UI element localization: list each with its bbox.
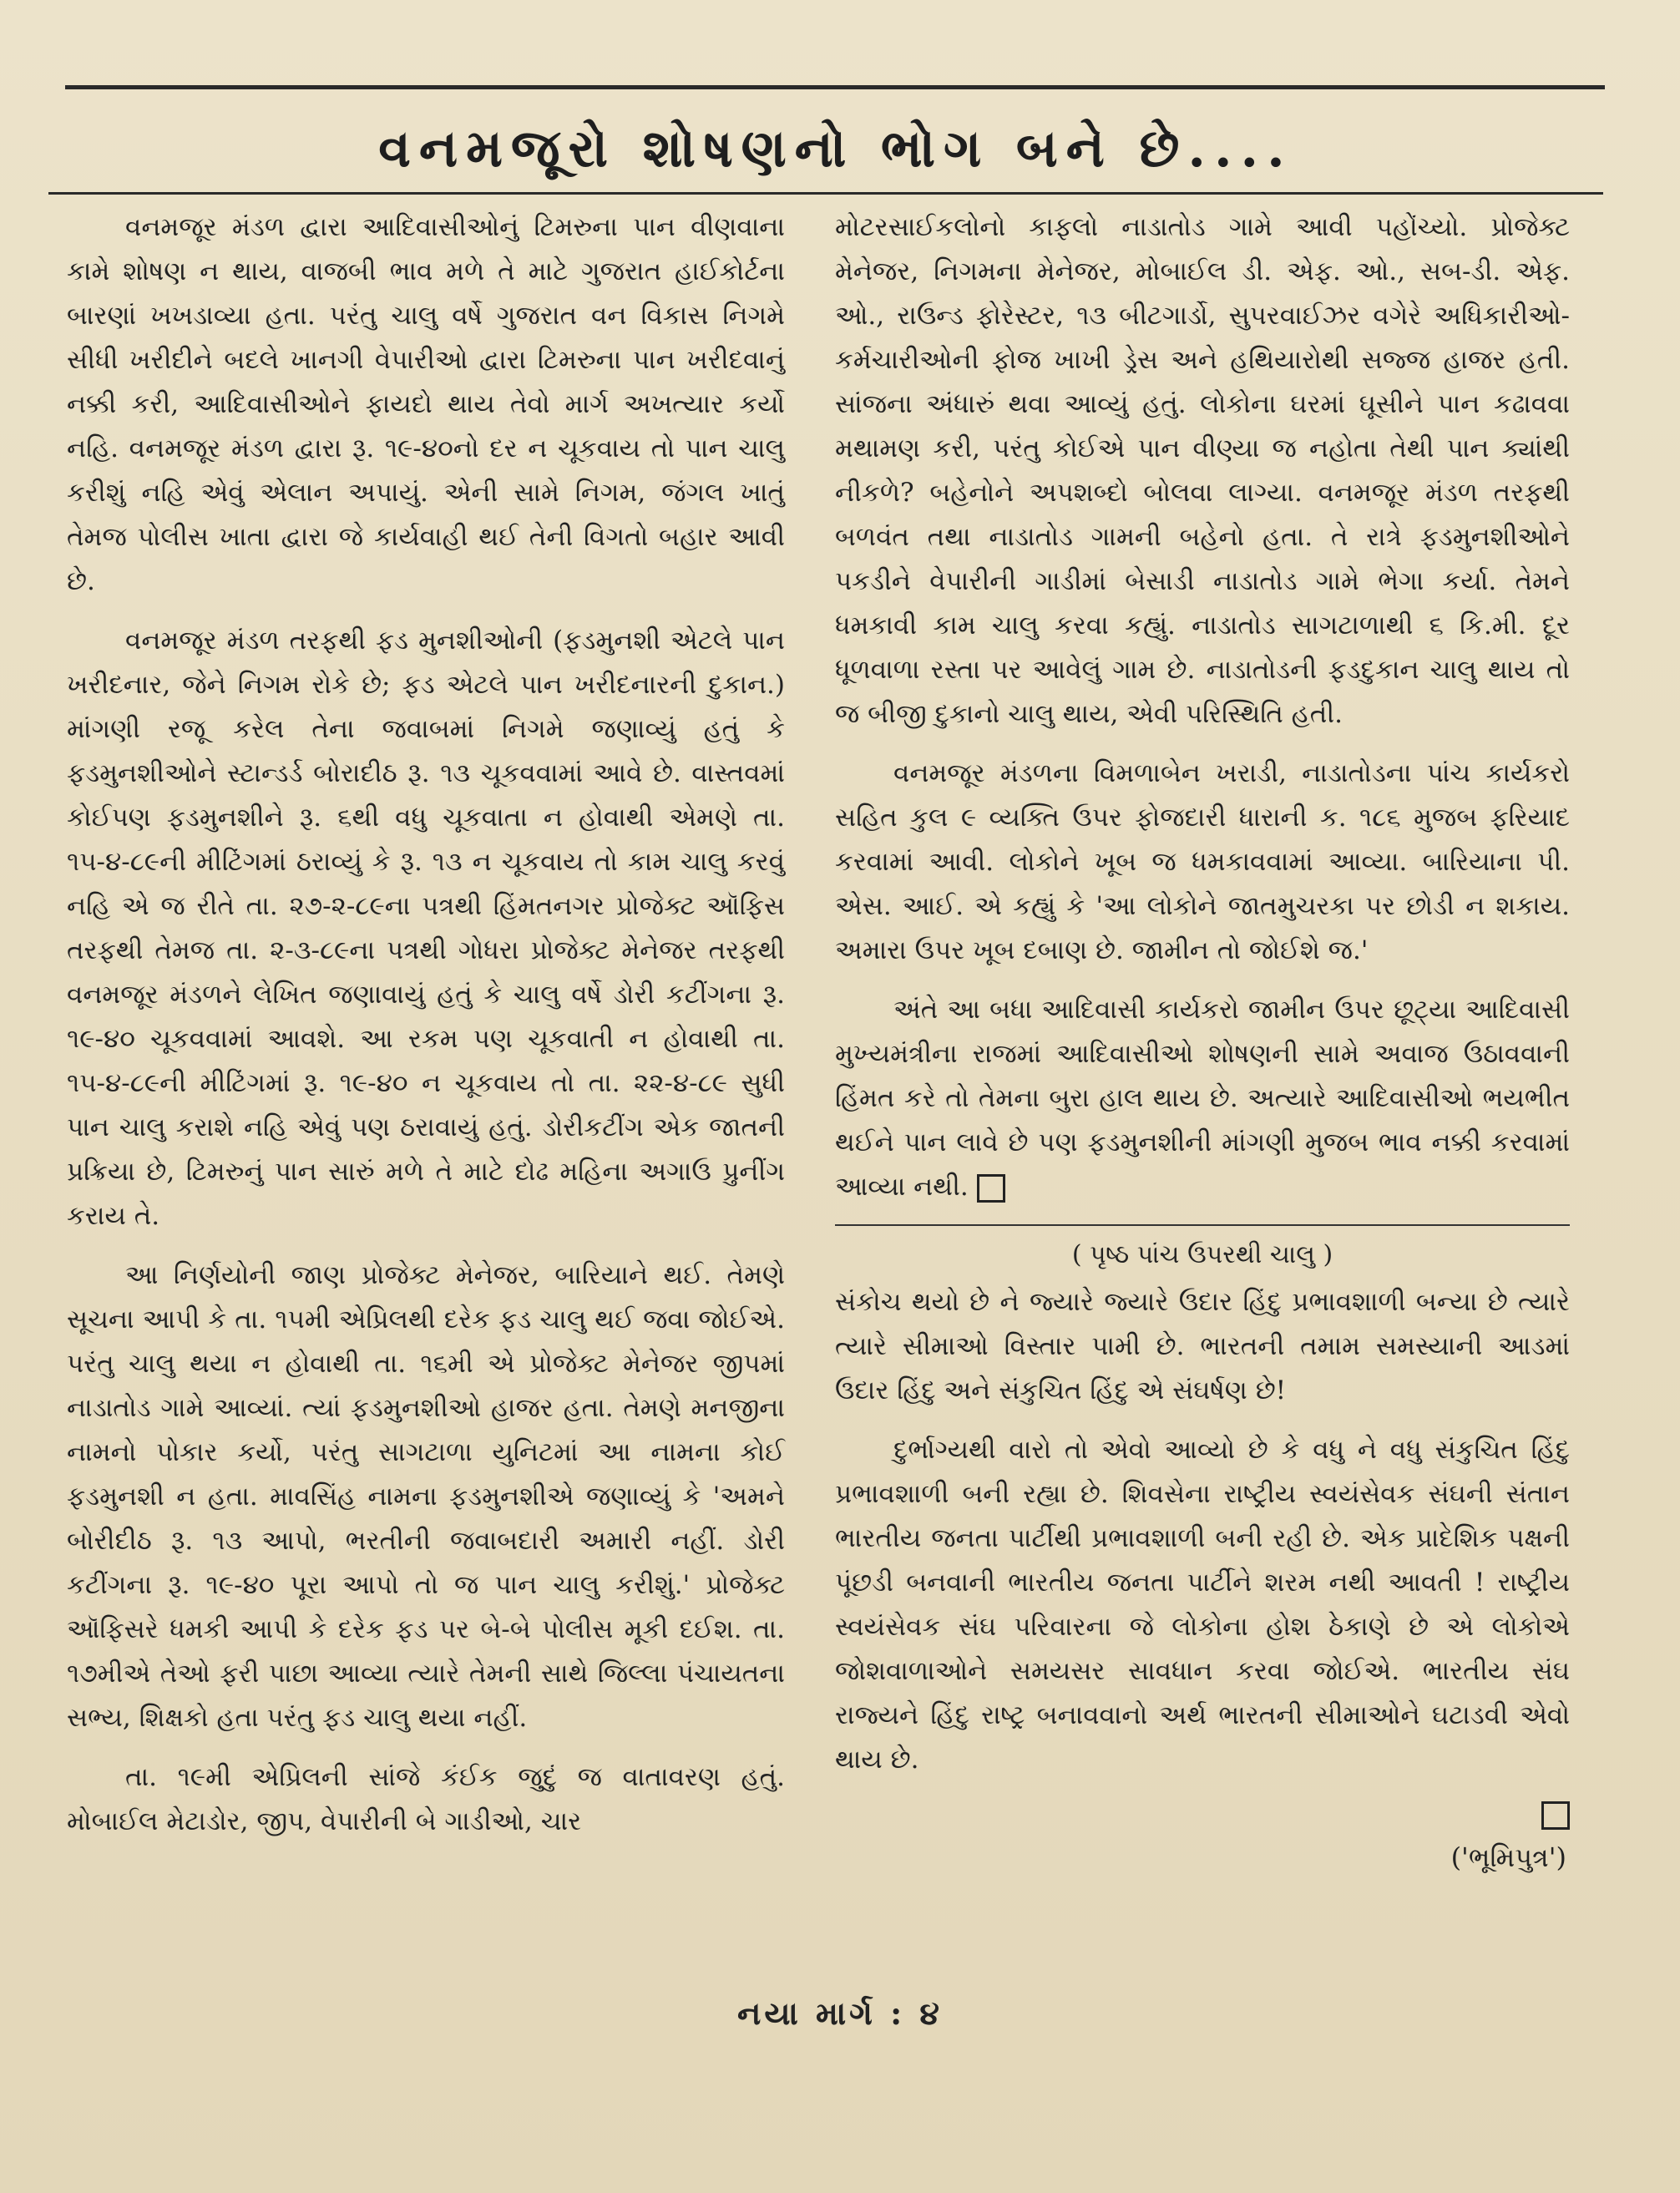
paragraph-text: અંતે આ બધા આદિવાસી કાર્યકરો જામીન ઉપર છૂટ્યા આદિવાસી મુખ્યમંત્રીના રાજમાં આદિવાસીઓ શોષણની સામે અવાજ ઉઠાવવાની હિંમત કરે તો તેમના બુરા હાલ થાય છે. અત્યારે આદિવાસીઓ ભયભીત થઈને પાન લાવે છે પણ ફડમુનશીની માંગણી મુજબ ભાવ નક્કી કરવામાં આવ્યા નથી. bbox=[835, 995, 1570, 1202]
source-credit: ('ભૂમિપુત્ર') bbox=[1450, 1841, 1566, 1873]
left-column bbox=[67, 205, 785, 1859]
paragraph: સંકોચ થયો છે ને જ્યારે જ્યારે ઉદાર હિંદુ પ્રભાવશાળી બન્યા છે ત્યારે ત્યારે સીમાઓ વિસ્તાર પામી છે. ભારતની તમામ સમસ્યાની આડમાં ઉદાર હિંદુ અને સંકુચિત હિંદુ એ સંઘર્ષણ છે! bbox=[835, 1287, 1570, 1405]
title-rule bbox=[48, 192, 1603, 195]
paragraph: વનમજૂર મંડળ દ્વારા આદિવાસીઓનું ટિમરુના પાન વીણવાના કામે શોષણ ન થાય, વાજબી ભાવ મળે તે માટે ગુજરાત હાઈકોર્ટના બારણાં ખખડાવ્યા હતા. પરંતુ ચાલુ વર્ષે ગુજરાત વન વિકાસ નિગમે સીધી ખરીદીને બદલે ખાનગી વેપારીઓ દ્વારા ટિમરુના પાન ખરીદવાનું નક્કી કરી, આદિવાસીઓને ફાયદો થાય તેવો માર્ગ અખત્યાર કર્યો નહિ. વનમજૂર મંડળ દ્વારા રૂ. ૧૯-૪૦નો દર ન ચૂકવાય તો પાન ચાલુ કરીશું નહિ એવું એલાન અપાયું. એની સામે નિગમ, જંગલ ખાતું તેમજ પોલીસ ખાતા દ્વારા જે કાર્યવાહી થઈ તેની વિગતો બહાર આવી છે. bbox=[67, 212, 785, 596]
paragraph: દુર્ભાગ્યથી વારો તો એવો આવ્યો છે કે વધુ ને વધુ સંકુચિત હિંદુ પ્રભાવશાળી બની રહ્યા છે. શિવસેના રાષ્ટ્રીય સ્વયંસેવક સંઘની સંતાન ભારતીય જનતા પાર્ટીથી પ્રભાવશાળી બની રહી છે. એક પ્રાદેશિક પક્ષની પૂંછડી બનવાની ભારતીય જનતા પાર્ટીને શરમ નથી આવતી ! રાષ્ટ્રીય સ્વયંસેવક સંઘ પરિવારના જે લોકોના હોશ ઠેકાણે છે એ લોકોએ જોશવાળાઓને સમયસર સાવધાન કરવા જોઈએ. ભારતીય સંઘ રાજ્યને હિંદુ રાષ્ટ્ર બનાવવાનો અર્થ ભારતની સીમાઓને ઘટાડવી એવો થાય છે. bbox=[835, 1435, 1570, 1775]
section-divider bbox=[835, 1224, 1570, 1226]
paragraph: વનમજૂર મંડળના વિમળાબેન ખરાડી, નાડાતોડના પાંચ કાર્યકરો સહિત કુલ ૯ વ્યક્તિ ઉપર ફોજદારી ધારાની ક. ૧૮૬ મુજબ ફરિયાદ કરવામાં આવી. લોકોને ખૂબ જ ધમકાવવામાં આવ્યા. બારિયાના પી. એસ. આઈ. એ કહ્યું કે 'આ લોકોને જાતમુચરકા પર છોડી ન શકાય. અમારા ઉપર ખૂબ દબાણ છે. જામીન તો જોઈશે જ.' bbox=[835, 758, 1570, 965]
top-rule bbox=[65, 85, 1605, 89]
paragraph: આ નિર્ણયોની જાણ પ્રોજેક્ટ મેનેજર, બારિયાને થઈ. તેમણે સૂચના આપી કે તા. ૧૫મી એપ્રિલથી દરેક ફડ ચાલુ થઈ જવા જોઈએ. પરંતુ ચાલુ થયા ન હોવાથી તા. ૧૬મી એ પ્રોજેક્ટ મેનેજર જીપમાં નાડાતોડ ગામે આવ્યાં. ત્યાં ફડમુનશીઓ હાજર હતા. તેમણે મનજીના નામનો પોકાર કર્યો, પરંતુ સાગટાળા યુનિટમાં આ નામના કોઈ ફડમુનશી ન હતા. માવસિંહ નામના ફડમુનશીએ જણાવ્યું કે 'અમને બોરીદીઠ રૂ. ૧૩ આપો, ભરતીની જવાબદારી અમારી નહીં. ડોરી કટીંગના રૂ. ૧૯-૪૦ પૂરા આપો તો જ પાન ચાલુ કરીશું.' પ્રોજેક્ટ ઑફિસરે ધમકી આપી કે દરેક ફડ પર બે-બે પોલીસ મૂકી દઈશ. તા. ૧૭મીએ તેઓ ફરી પાછા આવ્યા ત્યારે તેમની સાથે જિલ્લા પંચાયતના સભ્ય, શિક્ષકો હતા પરંતુ ફડ ચાલુ થયા નહીં. bbox=[67, 1260, 785, 1733]
continued-from-label: ( પૃષ્ઠ પાંચ ઉપરથી ચાલુ ) bbox=[1071, 1240, 1333, 1269]
page-footer: નયા માર્ગ : ૪ bbox=[737, 1994, 943, 2032]
end-mark-row bbox=[835, 1797, 1570, 1831]
paragraph: તા. ૧૯મી એપ્રિલની સાંજે કંઈક જુદું જ વાતાવરણ હતું. મોબાઈલ મેટાડોર, જીપ, વેપારીની બે ગાડીઓ, ચાર bbox=[67, 1762, 785, 1836]
paragraph bbox=[835, 988, 1570, 1209]
end-mark-icon bbox=[977, 1174, 1005, 1203]
article-title: વનમજૂરો શોષણનો ભોગ બને છે.... bbox=[378, 118, 1293, 179]
paragraph: વનમજૂર મંડળ તરફથી ફડ મુનશીઓની (ફડમુનશી એટલે પાન ખરીદનાર, જેને નિગમ રોકે છે; ફડ એટલે પાન ખરીદનારની દુકાન.) માંગણી રજૂ કરેલ તેના જવાબમાં નિગમે જણાવ્યું હતું કે ફડમુનશીઓને સ્ટાન્ડર્ડ બોરાદીઠ રૂ. ૧૩ ચૂકવવામાં આવે છે. વાસ્તવમાં કોઈપણ ફડમુનશીને રૂ. ૬થી વધુ ચૂકવાતા ન હોવાથી એમણે તા. ૧૫-૪-૮૯ની મીટિંગમાં ઠરાવ્યું કે રૂ. ૧૩ ન ચૂકવાય તો કામ ચાલુ કરવું નહિ એ જ રીતે તા. ૨૭-૨-૮૯ના પત્રથી હિંમતનગર પ્રોજેક્ટ ઑફિસ તરફથી તેમજ તા. ૨-૩-૮૯ના પત્રથી ગોધરા પ્રોજેક્ટ મેનેજર તરફથી વનમજૂર મંડળને લેખિત જણાવાયું હતું કે ચાલુ વર્ષે ડોરી કટીંગના રૂ. ૧૯-૪૦ ચૂકવવામાં આવશે. આ રકમ પણ ચૂકવાતી ન હોવાથી તા. ૧૫-૪-૮૯ની મીટિંગમાં રૂ. ૧૯-૪૦ ન ચૂકવાય તો તા. ૨૨-૪-૮૯ સુધી પાન ચાલુ કરાશે નહિ એવું પણ ઠરાવાયું હતું. ડોરીકટીંગ એક જાતની પ્રક્રિયા છે, ટિમરુનું પાન સારું મળે તે માટે દોઢ મહિના અગાઉ પ્રુનીંગ કરાય તે. bbox=[67, 625, 785, 1231]
end-mark-icon bbox=[1541, 1801, 1570, 1830]
right-column bbox=[835, 205, 1570, 1880]
paragraph: મોટરસાઈકલોનો કાફલો નાડાતોડ ગામે આવી પહોંચ્યો. પ્રોજેક્ટ મેનેજર, નિગમના મેનેજર, મોબાઈલ ડી. એફ. ઓ., સબ-ડી. એફ. ઓ., રાઉન્ડ ફોરેસ્ટર, ૧૩ બીટગાર્ડો, સુપરવાઈઝર વગેરે અધિકારીઓ-કર્મચારીઓની ફોજ ખાખી ડ્રેસ અને હથિયારોથી સજ્જ હાજર હતી. સાંજના અંધારું થવા આવ્યું હતું. લોકોના ઘરમાં ઘૂસીને પાન કઢાવવા મથામણ કરી, પરંતુ કોઈએ પાન વીણ્યા જ નહોતા તેથી પાન ક્યાંથી નીકળે? બહેનોને અપશબ્દો બોલવા લાગ્યા. વનમજૂર મંડળ તરફથી બળવંત તથા નાડાતોડ ગામની બહેનો હતા. તે રાત્રે ફડમુનશીઓને પકડીને વેપારીની ગાડીમાં બેસાડી નાડાતોડ ગામે ભેગા કર્યા. તેમને ધમકાવી કામ ચાલુ કરવા કહ્યું. નાડાતોડ સાગટાળાથી ૬ કિ.મી. દૂર ધૂળવાળા રસ્તા પર આવેલું ગામ છે. નાડાતોડની ફડદુકાન ચાલુ થાય તો જ બીજી દુકાનો ચાલુ થાય, એવી પરિસ્થિતિ હતી. bbox=[835, 212, 1570, 729]
